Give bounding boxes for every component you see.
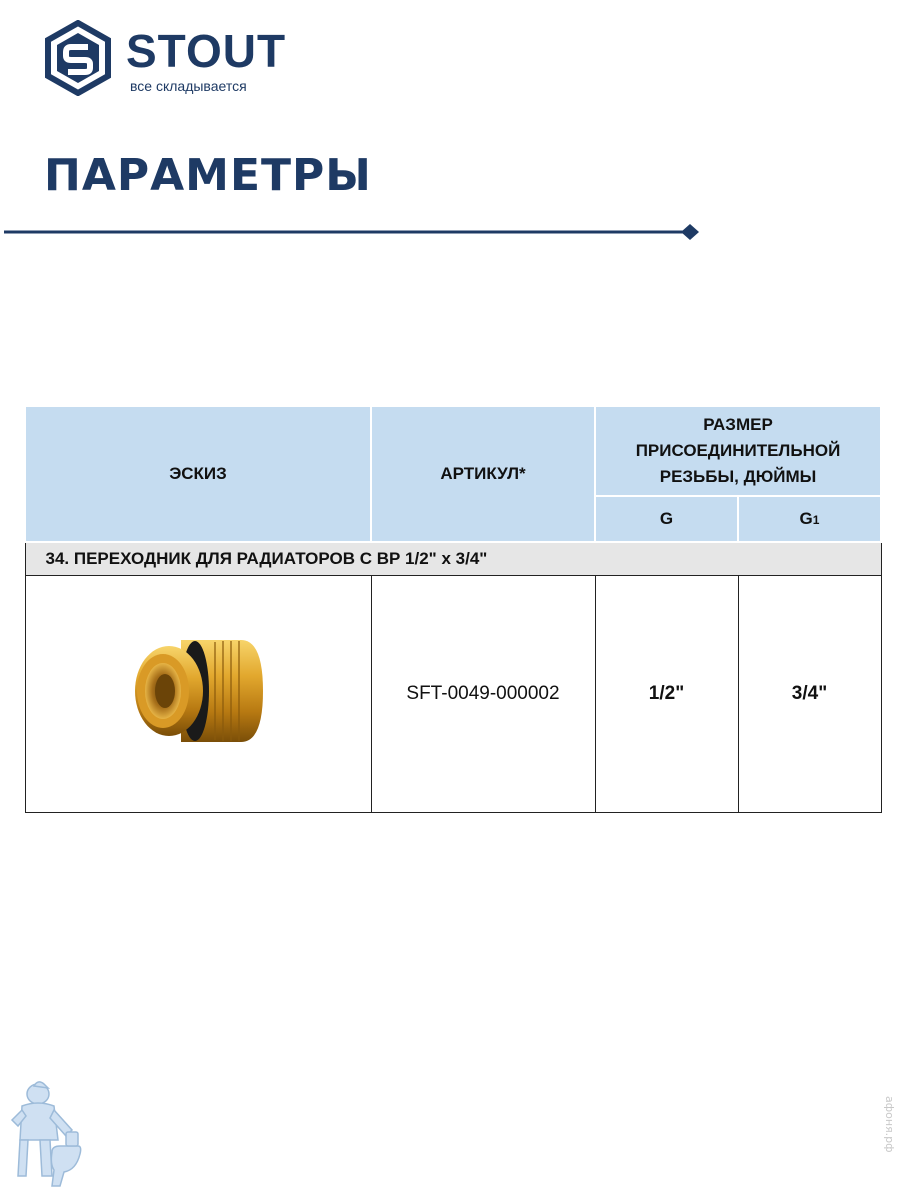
parameters-table xyxy=(24,405,882,813)
article-cell: SFT-0049-000002 xyxy=(371,576,595,813)
header-g1 xyxy=(738,496,881,542)
header-g: G xyxy=(595,496,738,542)
sketch-cell xyxy=(25,576,371,813)
header-g1-subscript: 1 xyxy=(812,512,820,527)
stout-hexagon-logo-icon xyxy=(44,20,112,96)
header-article: АРТИКУЛ* xyxy=(371,406,595,542)
brand-logo xyxy=(44,20,287,100)
brass-adapter-fitting-icon xyxy=(123,626,273,756)
header-g1-letter: G xyxy=(799,508,813,528)
section-title: 34. ПЕРЕХОДНИК ДЛЯ РАДИАТОРОВ С ВР 1/2" х 3/4" xyxy=(25,542,881,576)
g-value-cell: 1/2" xyxy=(595,576,738,813)
brand-tagline: все складывается xyxy=(130,78,247,94)
header-sketch: ЭСКИЗ xyxy=(25,406,371,542)
g1-value-cell: 3/4" xyxy=(738,576,881,813)
header-thread-size: РАЗМЕР ПРИСОЕДИНИТЕЛЬНОЙ РЕЗЬБЫ, ДЮЙМЫ xyxy=(595,406,881,496)
table-row xyxy=(25,576,881,813)
plumber-mascot-icon xyxy=(8,1080,84,1190)
brand-name: STOUT xyxy=(126,25,287,77)
page-title: ПАРАМЕТРЫ xyxy=(44,150,372,201)
watermark: афоня.рф xyxy=(883,1096,896,1153)
title-divider xyxy=(4,221,704,243)
